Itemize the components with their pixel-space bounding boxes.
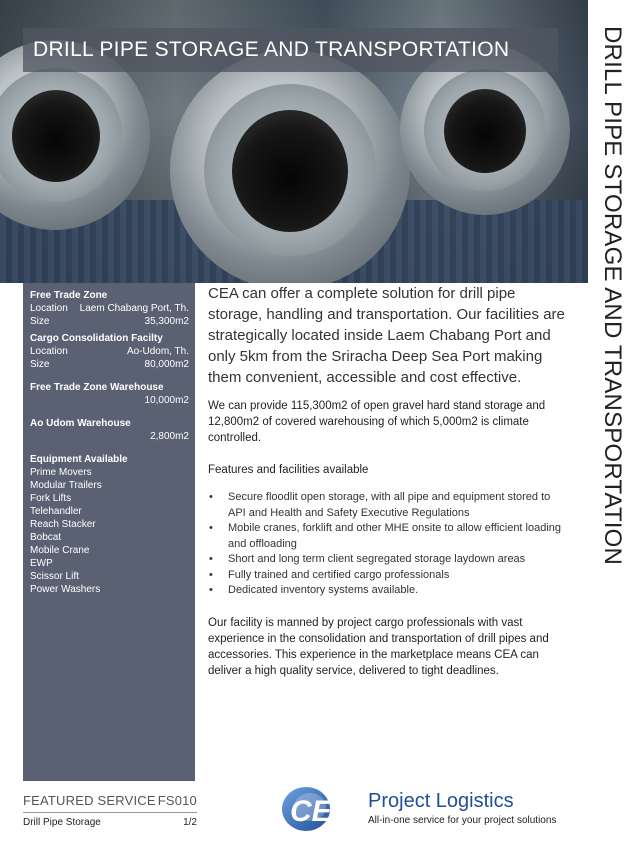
intro-paragraph: CEA can offer a complete solution for drill pipe storage, handling and transportation. Our facilities are strategically located inside Laem Chabang Port and only 5km from the Sriracha Deep Sea Port making them convenient, accessible and cost effective. [208, 285, 565, 386]
page-title: DRILL PIPE STORAGE AND TRANSPORTATION [33, 38, 510, 61]
ao-udom-warehouse-title: Ao Udom Warehouse [30, 418, 131, 429]
service-code: FS010 [157, 793, 197, 808]
equipment-item: Mobile Crane [30, 545, 90, 556]
ao-udom-warehouse-size: 2,800m2 [150, 431, 189, 442]
cargo-title: Cargo Consolidation Facilty [30, 333, 163, 344]
svg-text:CEA: CEA [290, 795, 354, 828]
ftz-warehouse-title: Free Trade Zone Warehouse [30, 382, 164, 393]
features-heading: Features and facilities available [208, 464, 369, 476]
ftz-location-value: Laem Chabang Port, Th. [79, 303, 189, 314]
hero-image [0, 0, 588, 283]
equipment-item: Scissor Lift [30, 571, 79, 582]
feature-item: • Fully trained and certified cargo professionals [208, 568, 568, 584]
storage-paragraph: We can provide 115,300m2 of open gravel hard stand storage and 12,800m2 of covered warehousing of which 5,000m2 is climate controlled. [208, 400, 546, 444]
facility-info-panel [23, 283, 195, 781]
cargo-location-label: Location [30, 346, 68, 357]
hero-title-bar [23, 28, 558, 72]
cargo-location-value: Ao-Udom, Th. [126, 346, 189, 357]
footer-divider [23, 812, 197, 813]
equipment-item: EWP [30, 558, 53, 569]
logo-tagline: All-in-one service for your project solutions [368, 815, 557, 826]
ftz-location-label: Location [30, 303, 68, 314]
equipment-item: Reach Stacker [30, 519, 96, 530]
main-content [208, 283, 568, 679]
equipment-item: Bobcat [30, 532, 62, 543]
cargo-location-row [30, 345, 189, 358]
feature-item: • Secure floodlit open storage, with all pipe and equipment stored to API and Health and Safety Executive Regulations [208, 490, 568, 521]
cargo-size-label: Size [30, 359, 50, 370]
service-name: Drill Pipe Storage [23, 817, 101, 828]
page-number: 1/2 [183, 817, 197, 828]
equipment-item: Telehandler [30, 506, 82, 517]
feature-item: • Short and long term client segregated storage laydown areas [208, 552, 568, 568]
equipment-item: Modular Trailers [30, 480, 102, 491]
features-list [208, 490, 568, 599]
featured-service-label: FEATURED SERVICE [23, 793, 156, 808]
equipment-item: Prime Movers [30, 467, 92, 478]
equipment-title: Equipment Available [30, 454, 128, 465]
equipment-item: Fork Lifts [30, 493, 72, 504]
cea-logo-icon [280, 785, 364, 833]
ftz-title: Free Trade Zone [30, 290, 108, 301]
equipment-list [30, 466, 189, 596]
closing-paragraph: Our facility is manned by project cargo professionals with vast experience in the consolidation and transportation of drill pipes and accessories. This experience in the marketplace means CEA can deliver a high quality service, delivered to tight deadlines. [208, 616, 549, 677]
cargo-size-value: 80,000m2 [144, 359, 189, 370]
ftz-size-label: Size [30, 316, 50, 327]
cargo-size-row [30, 358, 189, 371]
ftz-location-row [30, 302, 189, 315]
side-title [596, 0, 638, 566]
side-title-text: DRILL PIPE STORAGE AND TRANSPORTATION [599, 26, 626, 566]
ftz-size-row [30, 315, 189, 328]
equipment-item: Power Washers [30, 584, 101, 595]
ftz-size-value: 35,300m2 [144, 316, 189, 327]
cea-logo [280, 785, 580, 833]
feature-item: • Mobile cranes, forklift and other MHE onsite to allow efficient loading and offloading [208, 521, 568, 552]
footer-service-info [23, 793, 197, 828]
ftz-warehouse-size: 10,000m2 [144, 395, 189, 406]
pipe-center [170, 50, 410, 283]
logo-title: Project Logistics [368, 790, 514, 812]
feature-item: • Dedicated inventory systems available. [208, 583, 568, 599]
